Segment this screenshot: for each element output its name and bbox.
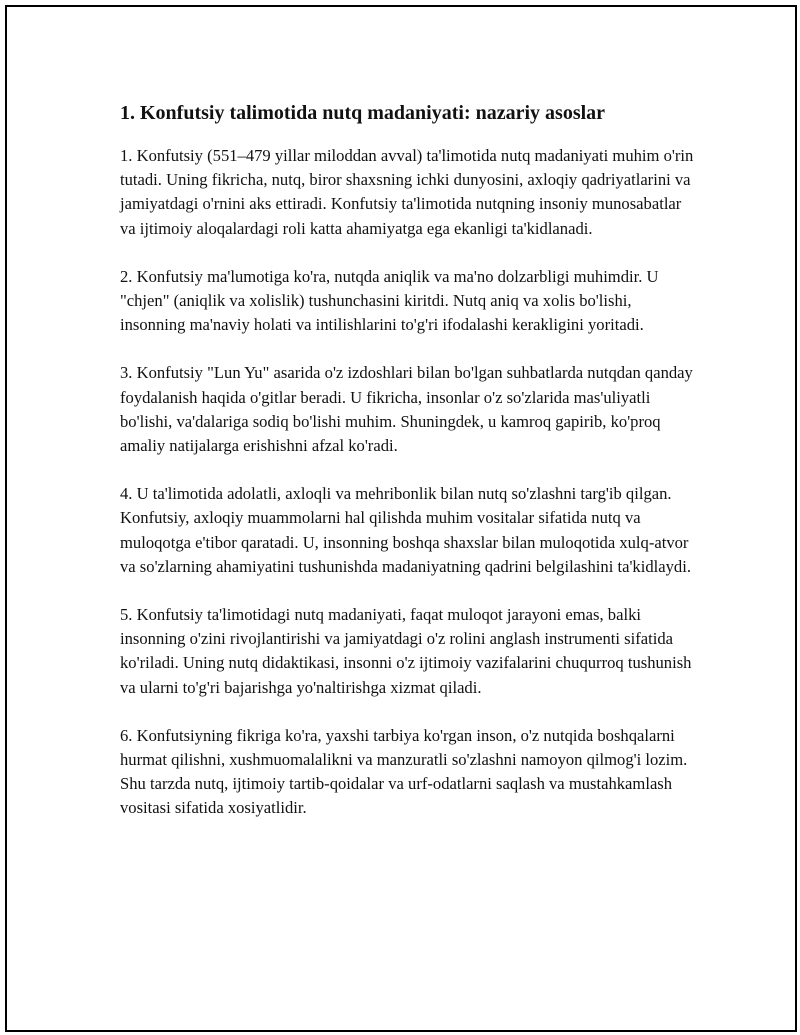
paragraph-2: 2. Konfutsiy ma'lumotiga ko'ra, nutqda aniqlik va ma'no dolzarbligi muhimdir. U "chjen" (aniqlik va xolislik) tushunchasini kiritdi. Nutq aniq va xolis bo'lishi, insonning ma'naviy holati va intilishlarini to'g'ri ifodalashi kerakligini yoritadi. [120,266,659,335]
paragraph-1: 1. Konfutsiy (551–479 yillar miloddan avval) ta'limotida nutq madaniyati muhim o'rin tutadi. Uning fikricha, nutq, biror shaxsning ichki dunyosini, axloqiy qadriyatlarini va jamiyatdagi o'rnini aks ettiradi. Konfutsiy ta'limotida nutqning insoniy munosabatlar va ijtimoiy aloqalardagi roli katta ahamiyatga ega ekanligi ta'kidlanadi. [120,146,694,238]
page-frame [5,5,797,1032]
paragraph-5: 5. Konfutsiy ta'limotidagi nutq madaniyati, faqat muloqot jarayoni emas, balki insonning o'zini rivojlantirishi va jamiyatdagi o'z rolini anglash instrumenti sifatida ko'riladi. Uning nutq didaktikasi, insonni o'z ijtimoiy vazifalarini chuqurroq tushunish va ularni to'g'ri bajarishga yo'naltirishga xizmat qiladi. [120,605,692,697]
document-title: 1. Konfutsiy talimotida nutq madaniyati: nazariy asoslar [120,102,606,124]
paragraph-4: 4. U ta'limotida adolatli, axloqli va mehribonlik bilan nutq so'zlashni targ'ib qilgan. Konfutsiy, axloqiy muammolarni hal qilishda muhim vositalar sifatida nutq va muloqotga e'tibor qaratadi. U, insonning boshqa shaxslar bilan muloqotida xulq-atvor va so'zlarning ahamiyatini tushunishda madaniyatning qadrini belgilashini ta'kidlaydi. [120,484,691,576]
paragraph-3: 3. Konfutsiy "Lun Yu" asarida o'z izdoshlari bilan bo'lgan suhbatlarda nutqdan qanday foydalanish haqida o'gitlar beradi. U fikricha, insonlar o'z so'zlarida mas'uliyatli bo'lishi, va'dalariga sodiq bo'lishi muhim. Shuningdek, u kamroq gapirib, ko'proq amaliy natijalarga erishishni afzal ko'radi. [120,363,693,456]
document-body [120,99,700,845]
paragraph-6: 6. Konfutsiyning fikriga ko'ra, yaxshi tarbiya ko'rgan inson, o'z nutqida boshqalarni hurmat qilishni, xushmuomalalikni va manzuratli so'zlashni namoyon qilmog'i lozim. Shu tarzda nutq, ijtimoiy tartib-qoidalar va urf-odatlarni saqlash va mustahkamlash vositasi sifatida xosiyatlidir. [120,725,688,818]
